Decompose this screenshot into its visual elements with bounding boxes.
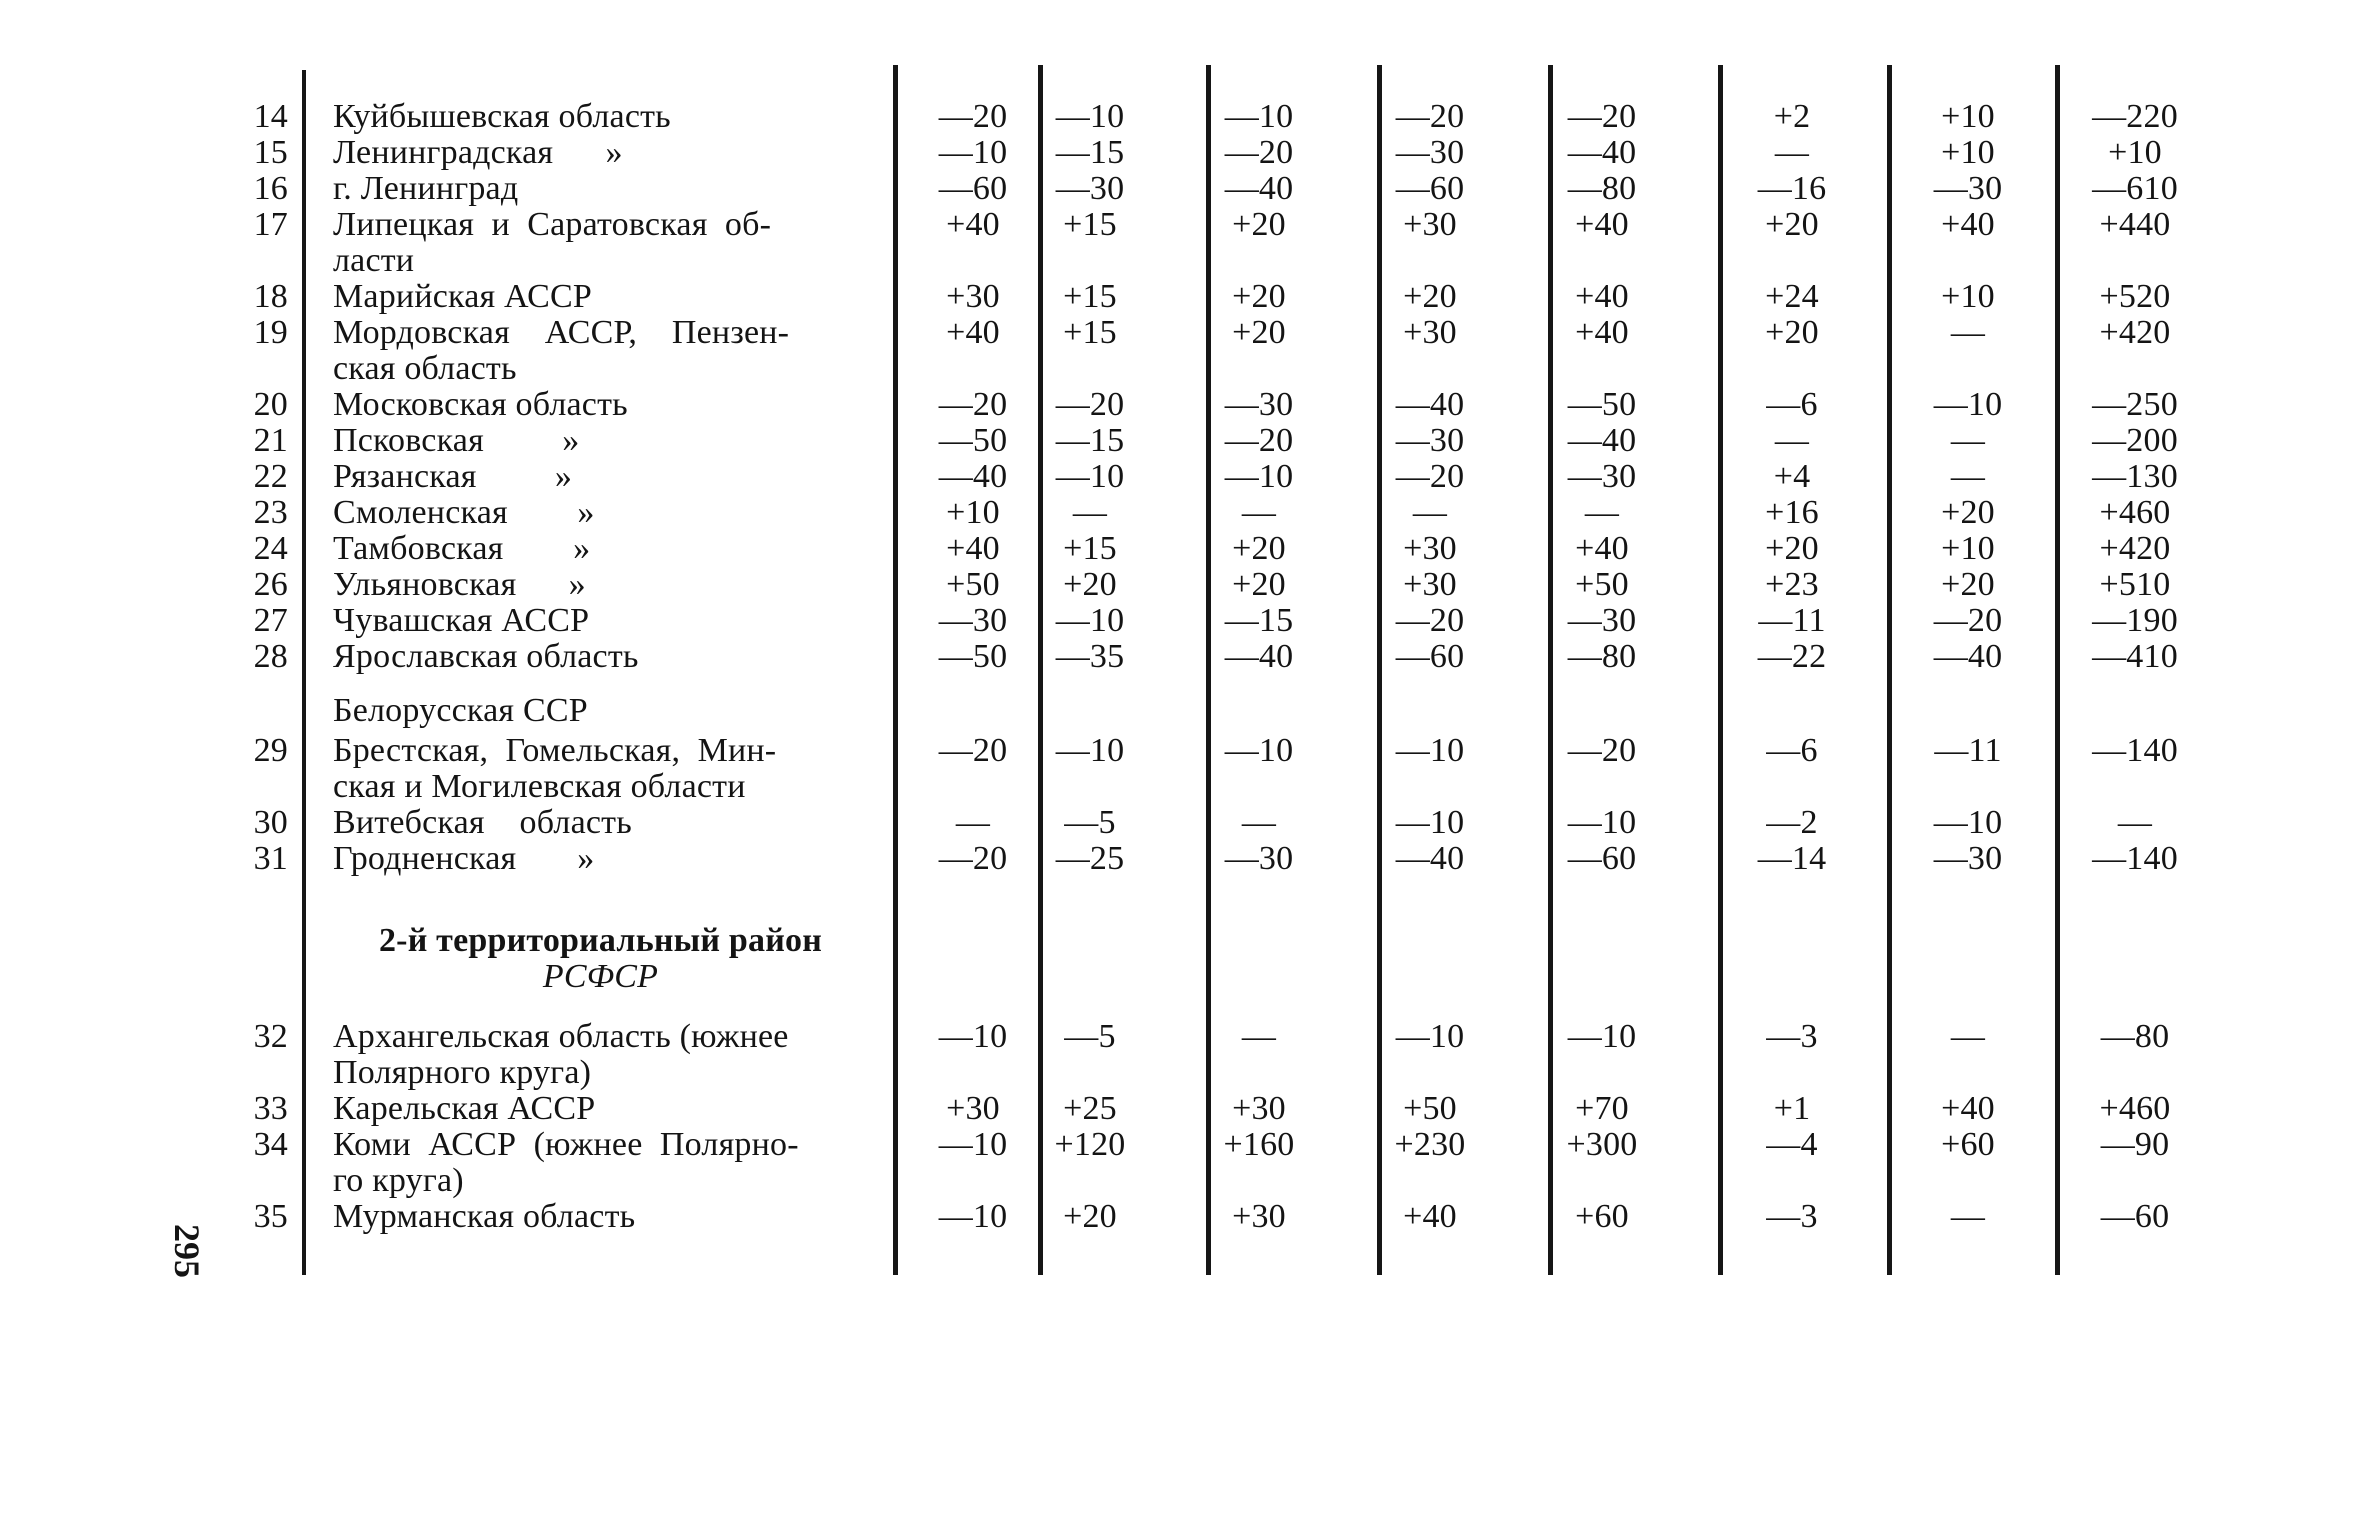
value-cell: +16 <box>1765 494 1819 531</box>
value-cell: —10 <box>1933 386 2003 423</box>
column-rule <box>1887 65 1892 1275</box>
row-number: 19 <box>253 314 288 351</box>
region-name: Московская область <box>333 386 628 423</box>
value-cell: +23 <box>1765 566 1819 603</box>
value-cell: —20 <box>938 386 1008 423</box>
row-number: 20 <box>253 386 288 423</box>
value-cell: —10 <box>1933 804 2003 841</box>
row-number: 14 <box>253 98 288 135</box>
value-cell: +20 <box>1232 206 1286 243</box>
value-cell: +24 <box>1765 278 1819 315</box>
value-cell: —6 <box>1766 386 1818 423</box>
value-cell: +10 <box>2108 134 2162 171</box>
region-name: Куйбышевская область <box>333 98 671 135</box>
value-cell: +40 <box>946 314 1000 351</box>
value-cell: —220 <box>2092 98 2178 135</box>
value-cell: —50 <box>1567 386 1637 423</box>
value-cell: +20 <box>1765 314 1819 351</box>
value-cell: —40 <box>1567 134 1637 171</box>
row-number: 32 <box>253 1018 288 1055</box>
value-cell: —60 <box>2100 1198 2170 1235</box>
value-cell: —60 <box>1395 638 1465 675</box>
value-cell: —30 <box>1933 840 2003 877</box>
value-cell: —30 <box>938 602 1008 639</box>
value-cell: +15 <box>1063 530 1117 567</box>
value-cell: +70 <box>1575 1090 1629 1127</box>
value-cell: +460 <box>2099 494 2171 531</box>
value-cell: — <box>1774 422 1810 459</box>
row-number: 18 <box>253 278 288 315</box>
value-cell: +15 <box>1063 206 1117 243</box>
region-name: Ульяновская » <box>333 566 586 603</box>
value-cell: +15 <box>1063 314 1117 351</box>
value-cell: —20 <box>938 840 1008 877</box>
region-name: Мурманская область <box>333 1198 636 1235</box>
value-cell: +40 <box>1941 1090 1995 1127</box>
section-title: Белорусская ССР <box>333 692 588 729</box>
value-cell: —10 <box>1055 732 1125 769</box>
value-cell: +2 <box>1773 98 1811 135</box>
value-cell: —10 <box>1055 98 1125 135</box>
value-cell: —40 <box>1395 386 1465 423</box>
value-cell: — <box>1241 1018 1277 1055</box>
value-cell: —30 <box>1567 458 1637 495</box>
value-cell: —610 <box>2092 170 2178 207</box>
value-cell: —5 <box>1064 804 1116 841</box>
region-name: Коми АССР (южнее Полярно- <box>333 1126 799 1163</box>
value-cell: —40 <box>1224 170 1294 207</box>
value-cell: +30 <box>1403 206 1457 243</box>
region-name: Рязанская » <box>333 458 573 495</box>
row-number: 30 <box>253 804 288 841</box>
value-cell: +20 <box>1765 530 1819 567</box>
district-subheading: РСФСР <box>542 958 659 995</box>
value-cell: +60 <box>1575 1198 1629 1235</box>
value-cell: +40 <box>1403 1198 1457 1235</box>
value-cell: —80 <box>1567 638 1637 675</box>
value-cell: —5 <box>1064 1018 1116 1055</box>
value-cell: —60 <box>1395 170 1465 207</box>
value-cell: +40 <box>946 530 1000 567</box>
value-cell: —60 <box>938 170 1008 207</box>
value-cell: —10 <box>1224 732 1294 769</box>
value-cell: —15 <box>1055 422 1125 459</box>
value-cell: —10 <box>938 1126 1008 1163</box>
value-cell: —2 <box>1766 804 1818 841</box>
value-cell: — <box>2117 804 2153 841</box>
value-cell: —30 <box>1395 422 1465 459</box>
value-cell: +230 <box>1394 1126 1466 1163</box>
region-name: ская область <box>333 350 517 387</box>
value-cell: —20 <box>1395 602 1465 639</box>
value-cell: —16 <box>1757 170 1827 207</box>
value-cell: —10 <box>1224 458 1294 495</box>
value-cell: —30 <box>1567 602 1637 639</box>
column-rule <box>893 65 898 1275</box>
value-cell: —40 <box>1224 638 1294 675</box>
district-heading: 2-й территориальный район <box>378 922 823 959</box>
value-cell: —10 <box>938 1018 1008 1055</box>
value-cell: +20 <box>1403 278 1457 315</box>
value-cell: — <box>1950 458 1986 495</box>
value-cell: —20 <box>1567 732 1637 769</box>
value-cell: —20 <box>1055 386 1125 423</box>
value-cell: —80 <box>1567 170 1637 207</box>
value-cell: —60 <box>1567 840 1637 877</box>
value-cell: —30 <box>1224 840 1294 877</box>
value-cell: —20 <box>938 98 1008 135</box>
value-cell: —20 <box>1224 134 1294 171</box>
column-rule <box>302 70 306 1275</box>
value-cell: +20 <box>1063 566 1117 603</box>
row-number: 29 <box>253 732 288 769</box>
value-cell: —80 <box>2100 1018 2170 1055</box>
value-cell: —15 <box>1055 134 1125 171</box>
value-cell: +60 <box>1941 1126 1995 1163</box>
value-cell: +510 <box>2099 566 2171 603</box>
region-name: Карельская АССР <box>333 1090 596 1127</box>
value-cell: —30 <box>1395 134 1465 171</box>
page-number: 295 <box>167 1224 207 1278</box>
value-cell: —10 <box>938 1198 1008 1235</box>
value-cell: +10 <box>946 494 1000 531</box>
value-cell: —20 <box>1395 98 1465 135</box>
region-name: Чувашская АССР <box>333 602 590 639</box>
value-cell: —200 <box>2092 422 2178 459</box>
value-cell: —250 <box>2092 386 2178 423</box>
value-cell: +30 <box>1403 530 1457 567</box>
value-cell: — <box>1950 314 1986 351</box>
value-cell: +20 <box>1232 314 1286 351</box>
value-cell: +30 <box>946 278 1000 315</box>
value-cell: +460 <box>2099 1090 2171 1127</box>
region-name: Гродненская » <box>333 840 595 877</box>
value-cell: +10 <box>1941 278 1995 315</box>
value-cell: —140 <box>2092 840 2178 877</box>
value-cell: +520 <box>2099 278 2171 315</box>
value-cell: +40 <box>946 206 1000 243</box>
value-cell: —10 <box>1567 804 1637 841</box>
value-cell: +25 <box>1063 1090 1117 1127</box>
region-name: г. Ленинград <box>333 170 519 207</box>
value-cell: +15 <box>1063 278 1117 315</box>
value-cell: — <box>1584 494 1620 531</box>
value-cell: —10 <box>1395 1018 1465 1055</box>
value-cell: —11 <box>1758 602 1826 639</box>
value-cell: —30 <box>1224 386 1294 423</box>
value-cell: +30 <box>1403 566 1457 603</box>
row-number: 17 <box>253 206 288 243</box>
value-cell: +40 <box>1575 206 1629 243</box>
value-cell: +40 <box>1575 530 1629 567</box>
value-cell: +20 <box>1232 278 1286 315</box>
value-cell: +20 <box>1941 494 1995 531</box>
value-cell: +10 <box>1941 134 1995 171</box>
row-number: 16 <box>253 170 288 207</box>
row-number: 27 <box>253 602 288 639</box>
value-cell: +120 <box>1054 1126 1126 1163</box>
value-cell: —40 <box>1933 638 2003 675</box>
value-cell: +10 <box>1941 98 1995 135</box>
value-cell: — <box>1774 134 1810 171</box>
value-cell: —3 <box>1766 1198 1818 1235</box>
region-name: ская и Могилевская области <box>333 768 746 805</box>
value-cell: +30 <box>1403 314 1457 351</box>
row-number: 33 <box>253 1090 288 1127</box>
value-cell: —40 <box>1395 840 1465 877</box>
row-number: 24 <box>253 530 288 567</box>
value-cell: —20 <box>938 732 1008 769</box>
value-cell: —10 <box>1567 1018 1637 1055</box>
row-number: 34 <box>253 1126 288 1163</box>
value-cell: +30 <box>946 1090 1000 1127</box>
value-cell: +10 <box>1941 530 1995 567</box>
value-cell: —30 <box>1055 170 1125 207</box>
value-cell: —3 <box>1766 1018 1818 1055</box>
value-cell: — <box>1950 1018 1986 1055</box>
value-cell: +300 <box>1566 1126 1638 1163</box>
value-cell: —10 <box>1395 732 1465 769</box>
value-cell: +440 <box>2099 206 2171 243</box>
value-cell: —4 <box>1766 1126 1818 1163</box>
region-name: го круга) <box>333 1162 464 1199</box>
value-cell: —20 <box>1567 98 1637 135</box>
value-cell: +4 <box>1773 458 1811 495</box>
region-name: Витебская область <box>333 804 632 841</box>
value-cell: —10 <box>1395 804 1465 841</box>
value-cell: — <box>1072 494 1108 531</box>
value-cell: —50 <box>938 422 1008 459</box>
value-cell: — <box>1241 804 1277 841</box>
value-cell: —190 <box>2092 602 2178 639</box>
value-cell: —410 <box>2092 638 2178 675</box>
value-cell: +20 <box>1232 530 1286 567</box>
column-rule <box>2055 65 2060 1275</box>
value-cell: —40 <box>938 458 1008 495</box>
value-cell: +40 <box>1575 278 1629 315</box>
region-name: Смоленская » <box>333 494 595 531</box>
row-number: 35 <box>253 1198 288 1235</box>
value-cell: +30 <box>1232 1198 1286 1235</box>
row-number: 26 <box>253 566 288 603</box>
row-number: 31 <box>253 840 288 877</box>
column-rule <box>1718 65 1723 1275</box>
value-cell: +20 <box>1063 1198 1117 1235</box>
value-cell: — <box>1950 1198 1986 1235</box>
value-cell: —30 <box>1933 170 2003 207</box>
value-cell: —22 <box>1757 638 1827 675</box>
value-cell: —10 <box>938 134 1008 171</box>
value-cell: —15 <box>1224 602 1294 639</box>
value-cell: —90 <box>2100 1126 2170 1163</box>
value-cell: +420 <box>2099 314 2171 351</box>
row-number: 28 <box>253 638 288 675</box>
row-number: 22 <box>253 458 288 495</box>
value-cell: +50 <box>1575 566 1629 603</box>
value-cell: —130 <box>2092 458 2178 495</box>
value-cell: —40 <box>1567 422 1637 459</box>
value-cell: +20 <box>1232 566 1286 603</box>
region-name: Липецкая и Саратовская об- <box>333 206 772 243</box>
value-cell: +420 <box>2099 530 2171 567</box>
value-cell: —25 <box>1055 840 1125 877</box>
value-cell: —20 <box>1395 458 1465 495</box>
region-name: Мордовская АССР, Пензен- <box>333 314 790 351</box>
region-name: Тамбовская » <box>333 530 591 567</box>
value-cell: — <box>1950 422 1986 459</box>
value-cell: —140 <box>2092 732 2178 769</box>
value-cell: +50 <box>1403 1090 1457 1127</box>
value-cell: +40 <box>1575 314 1629 351</box>
region-name: Полярного круга) <box>333 1054 592 1091</box>
region-name: Марийская АССР <box>333 278 592 315</box>
value-cell: —35 <box>1055 638 1125 675</box>
region-name: ласти <box>333 242 415 279</box>
value-cell: —10 <box>1055 602 1125 639</box>
region-name: Архангельская область (южнее <box>333 1018 789 1055</box>
value-cell: —50 <box>938 638 1008 675</box>
value-cell: —10 <box>1224 98 1294 135</box>
region-name: Брестская, Гомельская, Мин- <box>333 732 777 769</box>
value-cell: —10 <box>1055 458 1125 495</box>
value-cell: —20 <box>1933 602 2003 639</box>
value-cell: +40 <box>1941 206 1995 243</box>
value-cell: +1 <box>1773 1090 1811 1127</box>
value-cell: +20 <box>1941 566 1995 603</box>
region-name: Псковская » <box>333 422 580 459</box>
region-name: Ленинградская » <box>333 134 623 171</box>
value-cell: — <box>1241 494 1277 531</box>
value-cell: —11 <box>1934 732 2002 769</box>
row-number: 23 <box>253 494 288 531</box>
row-number: 15 <box>253 134 288 171</box>
value-cell: +160 <box>1223 1126 1295 1163</box>
value-cell: — <box>955 804 991 841</box>
value-cell: +30 <box>1232 1090 1286 1127</box>
region-name: Ярославская область <box>333 638 639 675</box>
row-number: 21 <box>253 422 288 459</box>
value-cell: —6 <box>1766 732 1818 769</box>
value-cell: —20 <box>1224 422 1294 459</box>
value-cell: — <box>1412 494 1448 531</box>
value-cell: —14 <box>1757 840 1827 877</box>
value-cell: +20 <box>1765 206 1819 243</box>
value-cell: +50 <box>946 566 1000 603</box>
